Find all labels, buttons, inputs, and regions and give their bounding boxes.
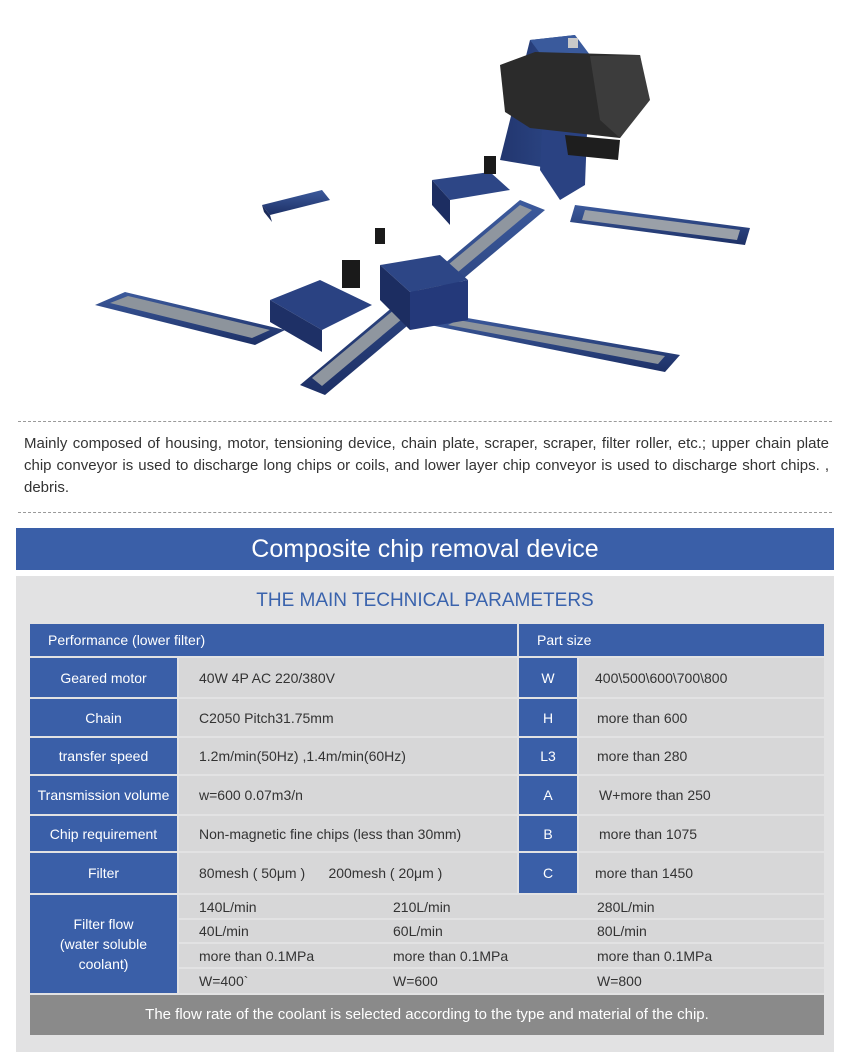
part-value: more than 280	[579, 738, 824, 774]
flow-value: 80L/min	[597, 923, 647, 939]
param-value: 80mesh ( 50μm ) 200mesh ( 20μm )	[179, 853, 517, 893]
filter-flow-row	[179, 895, 824, 918]
param-label: transfer speed	[30, 738, 177, 774]
part-label: W	[519, 658, 577, 697]
part-label: L3	[519, 738, 577, 774]
divider	[18, 512, 832, 513]
param-value: Non-magnetic fine chips (less than 30mm)	[179, 816, 517, 851]
part-label: C	[519, 853, 577, 893]
flow-value: more than 0.1MPa	[393, 947, 509, 964]
param-label: Geared motor	[30, 658, 177, 697]
param-label: Chip requirement	[30, 816, 177, 851]
part-value: more than 1075	[579, 816, 824, 851]
param-value: w=600 0.07m3/n	[179, 776, 517, 814]
filter-flow-row	[179, 944, 824, 967]
param-label: Filter	[30, 853, 177, 893]
part-label: A	[519, 776, 577, 814]
flow-value: 40L/min	[199, 923, 249, 939]
page-title: Composite chip removal device	[16, 528, 834, 570]
divider	[18, 421, 832, 422]
filter-flow-row	[179, 969, 824, 993]
product-image	[0, 0, 850, 410]
section-title: THE MAIN TECHNICAL PARAMETERS	[256, 590, 594, 611]
parameters-panel	[16, 576, 834, 1052]
filter-flow-label: Filter flow (water soluble coolant)	[30, 895, 177, 993]
flow-value: W=600	[393, 973, 438, 989]
flow-value: 140L/min	[199, 898, 257, 915]
part-value: W+more than 250	[579, 776, 824, 814]
param-value: 40W 4P AC 220/380V	[179, 658, 517, 697]
flow-value: more than 0.1MPa	[199, 947, 315, 964]
param-label: Chain	[30, 699, 177, 736]
part-value: more than 600	[579, 699, 824, 736]
filter-flow-row	[179, 920, 824, 942]
product-description: Mainly composed of housing, motor, tensioning device, chain plate, scraper, scraper, filter roller, etc.; upper chain plate chip conveyor is used to discharge long chips or coils, and lower layer chip conveyor is used to discharge short chips. , debris.	[24, 435, 829, 496]
flow-value: 280L/min	[597, 898, 655, 915]
footer-note: The flow rate of the coolant is selected according to the type and material of the chip.	[30, 995, 824, 1035]
param-label: Transmission volume	[30, 776, 177, 814]
part-label: H	[519, 699, 577, 736]
performance-header: Performance (lower filter)	[30, 624, 517, 656]
flow-value: more than 0.1MPa	[597, 947, 713, 964]
param-value: 1.2m/min(50Hz) ,1.4m/min(60Hz)	[179, 738, 517, 774]
part-value: more than 1450	[579, 853, 824, 893]
chip-conveyor-illustration	[0, 0, 850, 410]
flow-value: W=800	[597, 973, 642, 989]
param-value: C2050 Pitch31.75mm	[179, 699, 517, 736]
part-value: 400\500\600\700\800	[579, 658, 824, 697]
flow-value: 60L/min	[393, 923, 443, 939]
part-size-header: Part size	[519, 624, 824, 656]
flow-value: 210L/min	[393, 898, 451, 915]
flow-value: W=400`	[199, 973, 249, 989]
part-label: B	[519, 816, 577, 851]
